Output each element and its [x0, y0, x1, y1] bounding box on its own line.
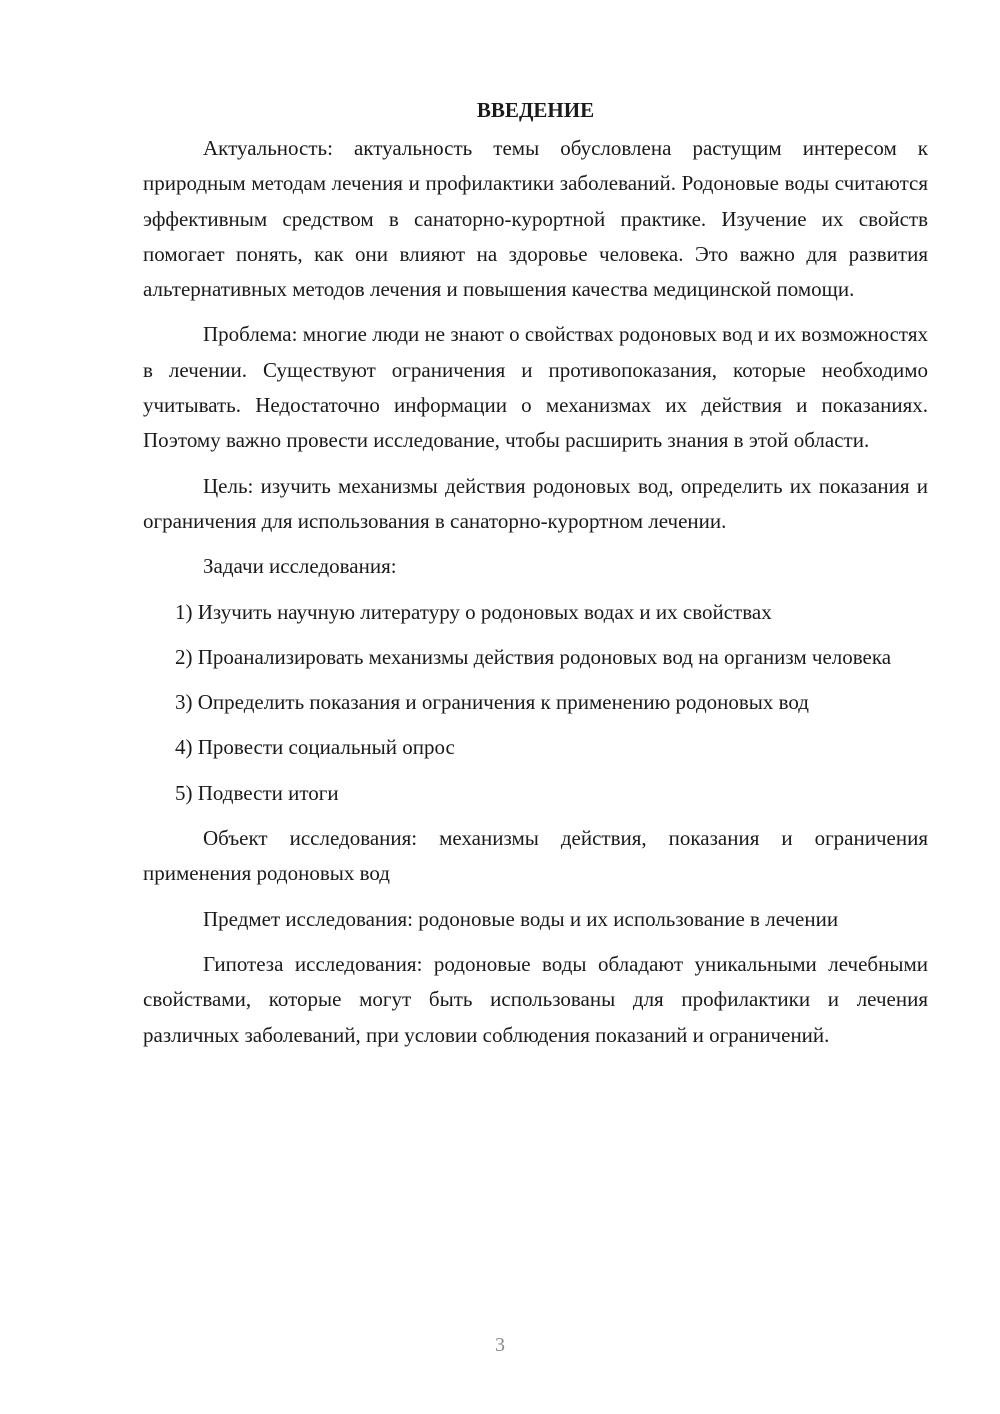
relevance-paragraph: Актуальность: актуальность темы обусловлена растущим интересом к природным методам лечения и профилактики заболеваний. Родоновые воды считаются эффективным средством в санаторно-курортной практике. Изучение их свойств помогает понять, как они влияют на здоровье человека. Это важно для развития альтернативных методов лечения и повышения качества медицинской помощи.: [143, 136, 928, 302]
list-item: 5) Подвести итоги: [175, 780, 339, 805]
subject-paragraph: Предмет исследования: родоновые воды и их использование в лечении: [203, 906, 839, 931]
tasks-heading: Задачи исследования:: [203, 554, 397, 579]
document-page: [143, 95, 928, 1063]
tasks-list: [143, 595, 928, 811]
page-number: 3: [495, 1334, 505, 1356]
hypothesis-paragraph: Гипотеза исследования: родоновые воды обладают уникальными лечебными свойствами, которые могут быть использованы для профилактики и лечения различных заболеваний, при условии соблюдения показаний и ограничений.: [143, 951, 928, 1047]
list-item: 4) Провести социальный опрос: [175, 735, 455, 760]
goal-paragraph: Цель: изучить механизмы действия родоновых вод, определить их показания и ограничения для использования в санаторно-курортном лечении.: [143, 473, 928, 533]
page-title: ВВЕДЕНИЕ: [476, 98, 595, 122]
object-paragraph: Объект исследования: механизмы действия, показания и ограничения применения родоновых вод: [143, 826, 928, 886]
problem-paragraph: Проблема: многие люди не знают о свойствах родоновых вод и их возможностях в лечении. Существуют ограничения и противопоказания, которые необходимо учитывать. Недостаточно информации о механизмах их действия и показаниях. Поэтому важно провести исследование, чтобы расширить знания в этой области.: [143, 322, 928, 453]
list-item: 3) Определить показания и ограничения к применению родоновых вод: [175, 690, 809, 715]
list-item: 1) Изучить научную литературу о родоновых водах и их свойствах: [175, 599, 772, 624]
list-item: 2) Проанализировать механизмы действия родоновых вод на организм человека: [175, 644, 892, 669]
